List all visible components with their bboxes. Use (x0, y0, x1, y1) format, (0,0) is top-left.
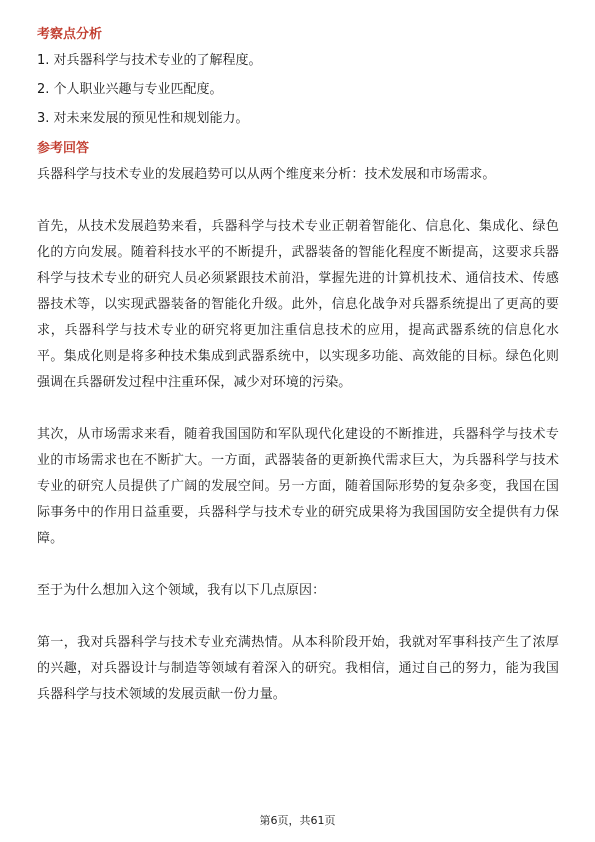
criteria-item: 2. 个人职业兴趣与专业匹配度。 (37, 82, 223, 97)
paragraph-spacer (37, 552, 559, 578)
paragraph-spacer (37, 188, 559, 214)
paragraph-spacer (37, 396, 559, 422)
answer-paragraph-reason-first: 第一，我对兵器科学与技术专业充满热情。从本科阶段开始，我就对军事科技产生了浓厚的兴趣，对兵器设计与制造等领域有着深入的研究。我相信，通过自己的努力，能为我国兵器科学与技术领域的发展贡献一份力量。 (37, 635, 559, 702)
answer-heading-wrap (37, 128, 559, 158)
criteria-list (37, 44, 559, 128)
answer-paragraph-technology: 首先，从技术发展趋势来看，兵器科学与技术专业正朝着智能化、信息化、集成化、绿色化的方向发展。随着科技水平的不断提升，武器装备的智能化程度不断提高，这要求兵器科学与技术专业的研究人员必须紧跟技术前沿，掌握先进的计算机技术、通信技术、传感器技术等，以实现武器装备的智能化升级。此外，信息化战争对兵器系统提出了更高的要求，兵器科学与技术专业的研究将更加注重信息技术的应用，提高武器系统的信息化水平。集成化则是将多种技术集成到武器系统中，以实现多功能、高效能的目标。绿色化则强调在兵器研发过程中注重环保，减少对环境的污染。 (37, 219, 559, 390)
answer-paragraph-intro: 兵器科学与技术专业的发展趋势可以从两个维度来分析：技术发展和市场需求。 (37, 167, 496, 182)
criteria-item: 3. 对未来发展的预见性和规划能力。 (37, 111, 249, 126)
answer-paragraph-market: 其次，从市场需求来看，随着我国国防和军队现代化建设的不断推进，兵器科学与技术专业的市场需求也在不断扩大。一方面，武器装备的更新换代需求巨大，为兵器科学与技术专业的研究人员提供了广阔的发展空间。另一方面，随着国际形势的复杂多变，我国在国际事务中的作用日益重要，兵器科学与技术专业的研究成果将为我国国防安全提供有力保障。 (37, 427, 559, 546)
page-content (37, 26, 559, 708)
paragraph-spacer (37, 604, 559, 630)
answer-heading: 参考回答 (37, 141, 90, 156)
page-number-footer: 第6页，共61页 (259, 814, 336, 827)
criteria-item: 1. 对兵器科学与技术专业的了解程度。 (37, 53, 262, 68)
answer-paragraph-reasons-intro: 至于为什么想加入这个领域，我有以下几点原因： (37, 583, 326, 598)
criteria-heading: 考察点分析 (37, 27, 103, 42)
